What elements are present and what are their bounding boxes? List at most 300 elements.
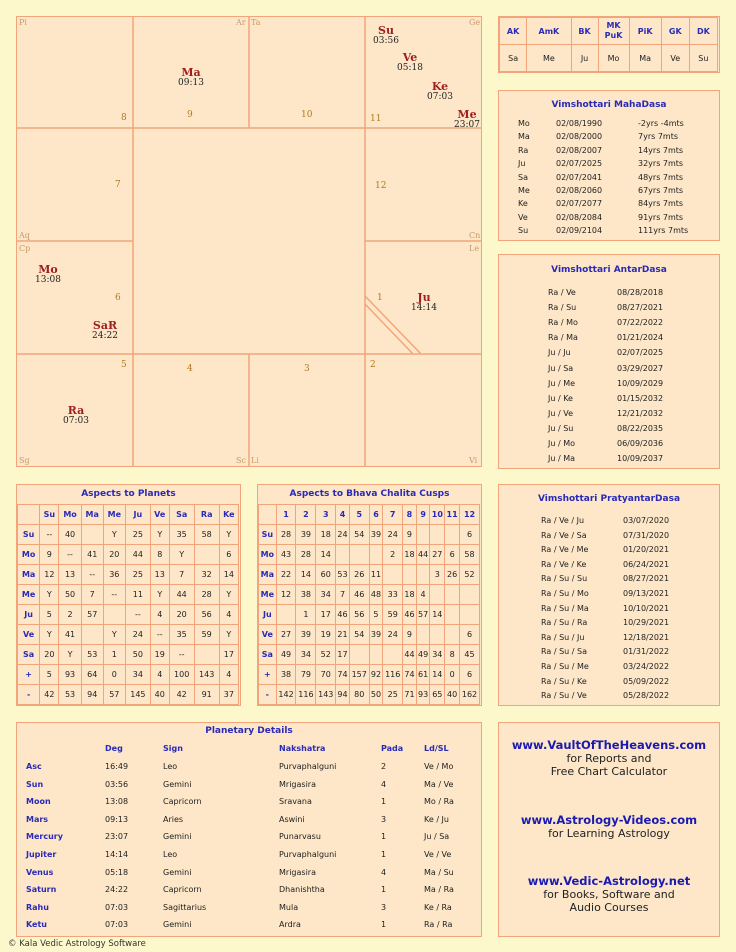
karaka-value: Sa: [500, 45, 527, 72]
aspects-cusps-cell: 34: [430, 645, 445, 665]
pratyantar-period: Ra / Su / Ra: [541, 618, 588, 628]
sign-aq: Aq: [19, 231, 30, 240]
planet-name: Moon: [26, 797, 51, 807]
planetary-cell: Gemini: [163, 920, 192, 930]
mahadasa-age: 111yrs 7mts: [638, 226, 689, 236]
aspects-planets-cell: 40: [150, 685, 169, 705]
pratyantar-period: Ra / Su / Ke: [541, 676, 587, 686]
link-videos[interactable]: [499, 813, 719, 840]
aspects-planets-cell: 32: [194, 565, 219, 585]
planetary-cell: Ma / Su: [424, 867, 454, 877]
aspects-cusps-cell: 52: [460, 565, 480, 585]
link-vedic[interactable]: [499, 874, 719, 914]
karaka-header: AmK: [527, 18, 571, 45]
aspects-planets-cell: 145: [125, 685, 150, 705]
aspects-planets-cell: 40: [59, 525, 81, 545]
aspects-cusps-cell: 71: [403, 685, 417, 705]
aspects-cusps-cell: 24: [383, 525, 403, 545]
antardasa-date: 08/27/2021: [617, 303, 664, 313]
planetary-cell: 1: [381, 832, 387, 842]
planet-name: Rahu: [26, 902, 49, 912]
aspects-cusps-cell: 50: [369, 685, 383, 705]
aspects-cusps-col-header: 7: [383, 505, 403, 525]
aspects-cusps-cell: 43: [276, 545, 296, 565]
aspects-cusps-cell: [416, 625, 430, 645]
links-panel: [498, 722, 720, 937]
aspects-cusps-cell: [460, 585, 480, 605]
aspects-cusps-cell: 59: [383, 605, 403, 625]
mahadasa-date: 02/07/2025: [556, 159, 603, 169]
aspects-planets-cell: 1: [103, 645, 125, 665]
aspects-planets-cell: 91: [194, 685, 219, 705]
planetary-cell: 3: [381, 902, 387, 912]
pratyantar-panel: [498, 484, 720, 706]
aspects-cusps-cell: [416, 525, 430, 545]
aspects-cusps-cell: 79: [296, 665, 316, 685]
planetary-cell: Ma / Ve: [424, 779, 454, 789]
aspects-planets-cell: --: [150, 625, 169, 645]
pratyantar-date: 10/29/2021: [623, 618, 670, 628]
aspects-cusps-cell: 27: [276, 625, 296, 645]
aspects-planets-cell: [194, 545, 219, 565]
pratyantar-period: Ra / Su / Me: [541, 662, 589, 671]
aspects-planets-col-header: Ke: [219, 505, 238, 525]
aspects-cusps-row-header: Ju: [259, 605, 277, 625]
karaka-value: Mo: [598, 45, 629, 72]
aspects-planets-cell: 13: [59, 565, 81, 585]
planet-name: Sun: [26, 779, 44, 789]
karaka-value: Me: [527, 45, 571, 72]
aspects-planets-cell: 58: [194, 525, 219, 545]
link-desc: for Reports and: [566, 752, 652, 765]
link-desc: Free Chart Calculator: [550, 765, 668, 778]
mahadasa-age: 84yrs 7mts: [638, 199, 684, 209]
antardasa-period: Ju / Mo: [548, 439, 576, 448]
pratyantar-date: 06/24/2021: [623, 559, 670, 569]
planetary-cell: Ke / Ju: [424, 814, 449, 824]
aspects-cusps-cell: 39: [369, 525, 383, 545]
sign-vi: Vi: [469, 456, 478, 465]
aspects-planets-row-header: Su: [18, 525, 40, 545]
aspects-planets-cell: --: [125, 605, 150, 625]
karaka-header: GK: [661, 18, 689, 45]
aspects-cusps-corner: [259, 505, 277, 525]
planetary-cell: Mo / Ra: [424, 797, 454, 807]
aspects-cusps-cell: 143: [316, 685, 336, 705]
mahadasa-panel: [498, 90, 720, 241]
aspects-planets-cell: Y: [219, 585, 238, 605]
antardasa-date: 02/07/2025: [617, 348, 664, 358]
pratyantar-date: 10/10/2021: [623, 603, 670, 613]
pratyantar-period: Ra / Su / Ma: [541, 603, 589, 613]
mahadasa-age: 7yrs 7mts: [638, 132, 679, 142]
pratyantar-date: 09/13/2021: [623, 589, 670, 598]
planetary-details-panel: [16, 722, 482, 937]
aspects-planets-cell: 94: [81, 685, 103, 705]
planet-ra: Ra 07:03: [63, 404, 89, 426]
aspects-planets-cell: 50: [125, 645, 150, 665]
aspects-planets-cell: 20: [40, 645, 59, 665]
aspects-cusps-cell: 34: [316, 585, 336, 605]
aspects-cusps-cell: 44: [416, 545, 430, 565]
aspects-cusps-cell: 39: [296, 625, 316, 645]
aspects-cusps-cell: 33: [383, 585, 403, 605]
aspects-planets-cell: 9: [40, 545, 59, 565]
aspects-planets-cell: 41: [59, 625, 81, 645]
aspects-cusps-col-header: 6: [369, 505, 383, 525]
aspects-cusps-cell: 45: [460, 645, 480, 665]
aspects-cusps-cell: 74: [336, 665, 350, 685]
pratyantar-period: Ra / Su / Ve: [541, 691, 587, 701]
aspects-cusps-cell: 6: [445, 545, 460, 565]
aspects-cusps-cell: [276, 605, 296, 625]
planet-mo: Mo 13:08: [35, 263, 61, 285]
aspects-cusps-cell: 58: [460, 545, 480, 565]
aspects-cusps-cell: 40: [445, 685, 460, 705]
aspects-cusps-col-header: 3: [316, 505, 336, 525]
aspects-planets-cell: 143: [194, 665, 219, 685]
planetary-cell: Mula: [279, 902, 299, 912]
aspects-cusps-cell: [383, 645, 403, 665]
planetary-cell: 4: [381, 779, 387, 789]
aspects-planets-col-header: Mo: [59, 505, 81, 525]
aspects-planets-panel: [16, 484, 241, 706]
aspects-planets-col-header: Ju: [125, 505, 150, 525]
pratyantar-period: Ra / Su / Su: [541, 574, 588, 584]
house-2: 2: [370, 360, 376, 370]
aspects-planets-cell: 24: [125, 625, 150, 645]
antardasa-period: Ra / Su: [548, 303, 577, 313]
planetary-cell: 05:18: [105, 867, 129, 877]
aspects-cusps-cell: 28: [296, 545, 316, 565]
aspects-cusps-col-header: 9: [416, 505, 430, 525]
mahadasa-lord: Me: [518, 186, 530, 195]
aspects-planets-cell: 50: [59, 585, 81, 605]
planetary-header: Ld/SL: [424, 744, 449, 753]
house-8: 8: [121, 113, 127, 123]
sign-sg: Sg: [19, 456, 30, 465]
aspects-planets-cell: 25: [125, 565, 150, 585]
aspects-cusps-cell: 18: [403, 545, 417, 565]
aspects-cusps-cell: 53: [336, 565, 350, 585]
sign-le: Le: [469, 244, 480, 253]
aspects-cusps-cell: 70: [316, 665, 336, 685]
planetary-cell: 09:13: [105, 814, 129, 824]
pratyantar-date: 01/20/2021: [623, 545, 670, 555]
karaka-value: Ju: [571, 45, 598, 72]
aspects-planets-cell: --: [169, 645, 194, 665]
aspects-planets-cell: Y: [59, 645, 81, 665]
aspects-planets-cell: 4: [219, 605, 238, 625]
planetary-cell: Ju / Sa: [424, 832, 450, 842]
link-desc: for Books, Software and: [543, 888, 675, 901]
aspects-cusps-col-header: 11: [445, 505, 460, 525]
link-vault[interactable]: [499, 738, 719, 778]
planetary-cell: 16:49: [105, 762, 129, 771]
aspects-cusps-cell: 14: [430, 605, 445, 625]
antardasa-period: Ju / Ju: [548, 348, 571, 358]
aspects-planets-cell: 8: [150, 545, 169, 565]
antardasa-period: Ju / Me: [548, 378, 576, 388]
aspects-cusps-cell: [416, 565, 430, 585]
planetary-cell: Ke / Ra: [424, 902, 452, 912]
aspects-planets-corner: [18, 505, 40, 525]
house-4: 4: [187, 364, 193, 374]
aspects-planets-cell: 4: [150, 665, 169, 685]
aspects-cusps-cell: 26: [349, 565, 369, 585]
aspects-cusps-cell: [430, 525, 445, 545]
planet-ve: Ve 05:18: [397, 51, 423, 73]
aspects-planets-cell: [194, 645, 219, 665]
mahadasa-date: 02/09/2104: [556, 226, 603, 236]
planetary-cell: Ra / Ra: [424, 920, 453, 930]
aspects-cusps-cell: 4: [416, 585, 430, 605]
aspects-planets-cell: Y: [40, 625, 59, 645]
aspects-cusps-col-header: 1: [276, 505, 296, 525]
aspects-planets-col-header: Me: [103, 505, 125, 525]
antardasa-date: 03/29/2027: [617, 363, 664, 373]
planetary-cell: Gemini: [163, 779, 192, 789]
aspects-cusps-cell: 162: [460, 685, 480, 705]
aspects-planets-cell: 53: [81, 645, 103, 665]
aspects-cusps-col-header: 8: [403, 505, 417, 525]
aspects-planets-col-header: Ra: [194, 505, 219, 525]
mahadasa-date: 02/08/2084: [556, 212, 603, 222]
mahadasa-lord: Sa: [518, 172, 528, 182]
aspects-cusps-cell: [430, 625, 445, 645]
aspects-planets-cell: [103, 605, 125, 625]
aspects-cusps-col-header: 5: [349, 505, 369, 525]
aspects-cusps-cell: 17: [336, 645, 350, 665]
aspects-planets-cell: 93: [59, 665, 81, 685]
aspects-planets-cell: 42: [169, 685, 194, 705]
aspects-planets-cell: 28: [194, 585, 219, 605]
aspects-planets-row-header: Me: [18, 585, 40, 605]
sign-ge: Ge: [469, 18, 481, 27]
aspects-planets-cell: 37: [219, 685, 238, 705]
antardasa-period: Ju / Sa: [548, 363, 574, 373]
aspects-planets-row-header: Ve: [18, 625, 40, 645]
aspects-cusps-cell: 0: [445, 665, 460, 685]
aspects-cusps-cell: 38: [276, 665, 296, 685]
aspects-cusps-col-header: 10: [430, 505, 445, 525]
planetary-header: Sign: [163, 744, 183, 753]
mahadasa-lord: Ra: [518, 145, 529, 155]
planetary-cell: Mrigasira: [279, 867, 316, 877]
aspects-planets-cell: Y: [219, 625, 238, 645]
mahadasa-lord: Ve: [518, 212, 528, 222]
aspects-planets-cell: 59: [194, 625, 219, 645]
mahadasa-lord: Su: [518, 226, 529, 236]
planetary-cell: Capricorn: [163, 885, 202, 895]
aspects-cusps-cell: 60: [316, 565, 336, 585]
aspects-cusps-cell: 18: [316, 525, 336, 545]
sign-pi: Pi: [19, 18, 27, 27]
planetary-cell: Purvaphalguni: [279, 762, 337, 771]
aspects-planets-cell: 64: [81, 665, 103, 685]
aspects-cusps-cell: 49: [416, 645, 430, 665]
sign-ar: Ar: [236, 18, 246, 27]
aspects-cusps-cell: 24: [383, 625, 403, 645]
planet-name: Venus: [26, 867, 54, 877]
aspects-cusps-cell: 46: [349, 585, 369, 605]
aspects-planets-cell: 41: [81, 545, 103, 565]
aspects-cusps-cell: 116: [383, 665, 403, 685]
aspects-cusps-cell: 5: [369, 605, 383, 625]
aspects-planets-cell: 4: [150, 605, 169, 625]
aspects-cusps-cell: 9: [403, 525, 417, 545]
aspects-cusps-cell: 94: [336, 685, 350, 705]
planetary-cell: Gemini: [163, 832, 192, 842]
aspects-planets-cell: 20: [103, 545, 125, 565]
link-url[interactable]: www.VaultOfTheHeavens.com: [511, 738, 707, 752]
planet-ma: Ma 09:13: [178, 66, 204, 88]
planetary-cell: 07:03: [105, 920, 129, 930]
aspects-cusps-cell: 21: [336, 625, 350, 645]
birth-chart: [16, 16, 482, 467]
pratyantar-date: 05/28/2022: [623, 691, 670, 701]
house-6: 6: [115, 293, 121, 303]
planetary-cell: 03:56: [105, 779, 129, 789]
aspects-planets-cell: 36: [103, 565, 125, 585]
aspects-cusps-row-header: Mo: [259, 545, 277, 565]
aspects-planets-row-header: Sa: [18, 645, 40, 665]
aspects-cusps-cell: 22: [276, 565, 296, 585]
planetary-cell: Ve / Ve: [424, 850, 452, 859]
aspects-planets-cell: --: [103, 585, 125, 605]
aspects-planets-table: [17, 504, 239, 705]
pratyantar-date: 03/07/2020: [623, 516, 670, 525]
aspects-cusps-cell: 2: [383, 545, 403, 565]
aspects-planets-cell: --: [59, 545, 81, 565]
aspects-planets-row-header: -: [18, 685, 40, 705]
pratyantar-period: Ra / Su / Mo: [541, 589, 589, 598]
aspects-cusps-col-header: 2: [296, 505, 316, 525]
planetary-cell: Sravana: [279, 797, 312, 807]
aspects-cusps-row-header: Ve: [259, 625, 277, 645]
aspects-planets-cell: 56: [194, 605, 219, 625]
sign-cn: Cn: [469, 231, 481, 240]
planet-name: Mercury: [26, 832, 63, 842]
planetary-header: Pada: [381, 744, 404, 753]
link-url[interactable]: www.Vedic-Astrology.net: [527, 874, 691, 888]
planetary-title: Planetary Details: [205, 726, 293, 736]
aspects-planets-cell: 12: [40, 565, 59, 585]
karakas-table: [499, 17, 718, 72]
antardasa-date: 10/09/2037: [617, 454, 664, 464]
aspects-planets-cell: Y: [150, 525, 169, 545]
aspects-cusps-cell: 39: [369, 625, 383, 645]
aspects-planets-cell: 53: [59, 685, 81, 705]
house-5: 5: [121, 360, 127, 370]
aspects-cusps-cell: 116: [296, 685, 316, 705]
planetary-cell: Mrigasira: [279, 779, 316, 789]
planetary-cell: Ve / Mo: [424, 762, 454, 771]
aspects-cusps-cell: [460, 605, 480, 625]
planetary-cell: Aswini: [279, 814, 305, 824]
pratyantar-period: Ra / Ve / Me: [541, 545, 589, 555]
planetary-cell: Ma / Ra: [424, 885, 454, 895]
karaka-header: AK: [500, 18, 527, 45]
planetary-cell: 1: [381, 797, 387, 807]
antardasa-date: 12/21/2032: [617, 408, 664, 418]
planet-name: Mars: [26, 814, 49, 824]
pratyantar-period: Ra / Su / Ju: [541, 632, 585, 642]
aspects-cusps-cell: 142: [276, 685, 296, 705]
karaka-header: PiK: [629, 18, 661, 45]
antardasa-period: Ju / Ke: [548, 393, 573, 403]
aspects-planets-cell: 57: [81, 605, 103, 625]
mahadasa-age: 67yrs 7mts: [638, 186, 684, 195]
karaka-header: BK: [571, 18, 598, 45]
aspects-planets-cell: 42: [40, 685, 59, 705]
aspects-planets-cell: 7: [169, 565, 194, 585]
planet-name: Asc: [26, 762, 42, 771]
sign-ta: Ta: [251, 18, 261, 27]
antardasa-title: Vimshottari AntarDasa: [551, 265, 667, 275]
antardasa-date: 08/28/2018: [617, 288, 664, 297]
planetary-cell: Gemini: [163, 867, 192, 877]
aspects-planets-cell: Y: [103, 625, 125, 645]
aspects-cusps-cell: 14: [430, 665, 445, 685]
aspects-cusps-cell: [349, 545, 369, 565]
aspects-planets-col-header: Ve: [150, 505, 169, 525]
house-12: 12: [375, 181, 387, 191]
aspects-cusps-cell: [403, 565, 417, 585]
aspects-cusps-cell: [445, 525, 460, 545]
planetary-cell: 2: [381, 762, 387, 771]
planetary-cell: 4: [381, 867, 387, 877]
planetary-cell: Ardra: [279, 920, 301, 930]
aspects-planets-title: Aspects to Planets: [81, 489, 176, 499]
house-9: 9: [187, 110, 193, 120]
aspects-cusps-cell: 46: [403, 605, 417, 625]
aspects-planets-cell: Y: [103, 525, 125, 545]
pratyantar-title: Vimshottari PratyantarDasa: [537, 494, 681, 504]
planetary-cell: 3: [381, 814, 387, 824]
mahadasa-age: 91yrs 7mts: [638, 212, 684, 222]
mahadasa-lord: Ju: [518, 159, 526, 169]
aspects-planets-cell: Y: [40, 585, 59, 605]
aspects-planets-col-header: Sa: [169, 505, 194, 525]
aspects-cusps-cell: 34: [296, 645, 316, 665]
aspects-planets-cell: 100: [169, 665, 194, 685]
aspects-cusps-cell: 19: [316, 625, 336, 645]
mahadasa-age: 48yrs 7mts: [638, 172, 684, 182]
aspects-cusps-cell: 26: [445, 565, 460, 585]
aspects-cusps-cell: 8: [445, 645, 460, 665]
pratyantar-date: 01/31/2022: [623, 647, 670, 657]
pratyantar-date: 03/24/2022: [623, 662, 670, 671]
aspects-cusps-cell: 1: [296, 605, 316, 625]
planetary-cell: 14:14: [105, 850, 129, 859]
planetary-cell: Dhanishtha: [279, 885, 325, 895]
mahadasa-date: 02/08/2000: [556, 132, 603, 142]
aspects-cusps-cell: 14: [316, 545, 336, 565]
aspects-planets-row-header: +: [18, 665, 40, 685]
planetary-cell: Punarvasu: [279, 832, 321, 842]
link-desc: Audio Courses: [569, 901, 649, 914]
karaka-value: Su: [689, 45, 717, 72]
aspects-planets-cell: 44: [169, 585, 194, 605]
aspects-cusps-cell: 65: [430, 685, 445, 705]
aspects-planets-cell: Y: [150, 585, 169, 605]
aspects-cusps-cell: [336, 545, 350, 565]
sign-cp: Cp: [19, 244, 31, 253]
aspects-planets-cell: 4: [219, 665, 238, 685]
aspects-planets-col-header: Su: [40, 505, 59, 525]
link-url[interactable]: www.Astrology-Videos.com: [520, 813, 698, 827]
